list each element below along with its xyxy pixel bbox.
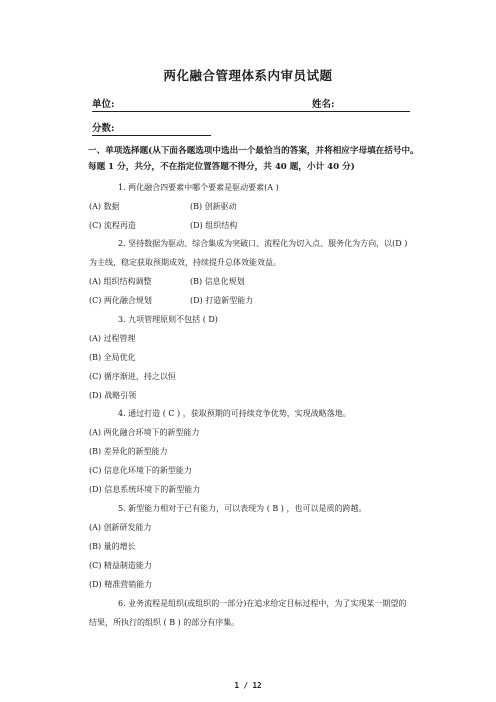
- question-2-stem-line2: 为主线，稳定获取预期成效，持续提升总体效能效益。: [89, 258, 281, 267]
- question-5-option-b: (B) 量的增长: [89, 542, 136, 551]
- question-5-stem: 5. 新型能力相对于已有能力，可以表现为 ( B ) ，也可以是质的跨越。: [118, 504, 367, 513]
- question-4-option-c: (C) 信息化环境下的新型能力: [89, 466, 192, 475]
- question-3-option-a: (A) 过程管理: [89, 334, 136, 343]
- score-underline: [92, 135, 211, 136]
- question-2-option-a: (A) 组织结构调整: [89, 277, 152, 286]
- question-1-option-b: (B) 创新驱动: [190, 202, 237, 211]
- question-5-option-a: (A) 创新研发能力: [89, 523, 152, 532]
- page-title: 两化融合管理体系内审员试题: [163, 68, 333, 83]
- question-3-option-b: (B) 全局优化: [89, 353, 136, 362]
- question-2-option-b: (B) 信息化规划: [190, 277, 245, 286]
- question-3-option-d: (D) 战略引领: [89, 391, 137, 400]
- question-5-option-c: (C) 精益制造能力: [89, 561, 152, 570]
- name-label: 姓名:: [312, 99, 335, 110]
- question-6-stem-line2: 结果，所执行的组织 ( B ) 的部分有序集。: [89, 618, 240, 627]
- question-4-option-a: (A) 两化融合环境下的新型能力: [89, 428, 200, 437]
- question-3-option-c: (C) 循序渐进，持之以恒: [89, 372, 176, 381]
- question-1-stem: 1. 两化融合四要素中哪个要素是驱动要素(A ): [118, 183, 279, 192]
- section-heading: 一、单项选择题(从下面各题选项中选出一个最恰当的答案，并将相应字母填在括号中。每题 1 分，共分，不在指定位置答题不得分，共 40 题，小计 40 分): [88, 146, 419, 172]
- question-4-stem: 4. 通过打造 ( C ) ，获取预期的可持续竞争优势，实现战略落地。: [118, 409, 351, 418]
- question-2-option-c: (C) 两化融合规划: [89, 296, 152, 305]
- question-4-option-b: (B) 差异化的新型能力: [89, 447, 168, 456]
- question-5-option-d: (D) 精准营销能力: [89, 580, 153, 589]
- page-number: 1 / 12: [234, 681, 262, 690]
- unit-underline: [92, 111, 410, 112]
- question-1-option-d: (D) 组织结构: [190, 221, 238, 230]
- question-1-option-a: (A) 数据: [89, 202, 120, 211]
- question-2-stem-line1: 2. 坚持数据为驱动、综合集成为突破口、流程化为切入点、服务化为方向，以(D ): [118, 239, 408, 248]
- question-1-option-c: (C) 流程再造: [89, 221, 136, 230]
- question-6-stem-line1: 6. 业务流程是组织(或组织的一部分)在追求给定目标过程中，为了实现某一期望的: [118, 599, 407, 608]
- question-4-option-d: (D) 信息系统环境下的新型能力: [89, 485, 201, 494]
- question-2-option-d: (D) 打造新型能力: [190, 296, 254, 305]
- question-3-stem: 3. 九项管理原则不包括 ( D): [118, 315, 218, 324]
- score-label: 分数:: [92, 123, 115, 134]
- unit-label: 单位:: [92, 99, 115, 110]
